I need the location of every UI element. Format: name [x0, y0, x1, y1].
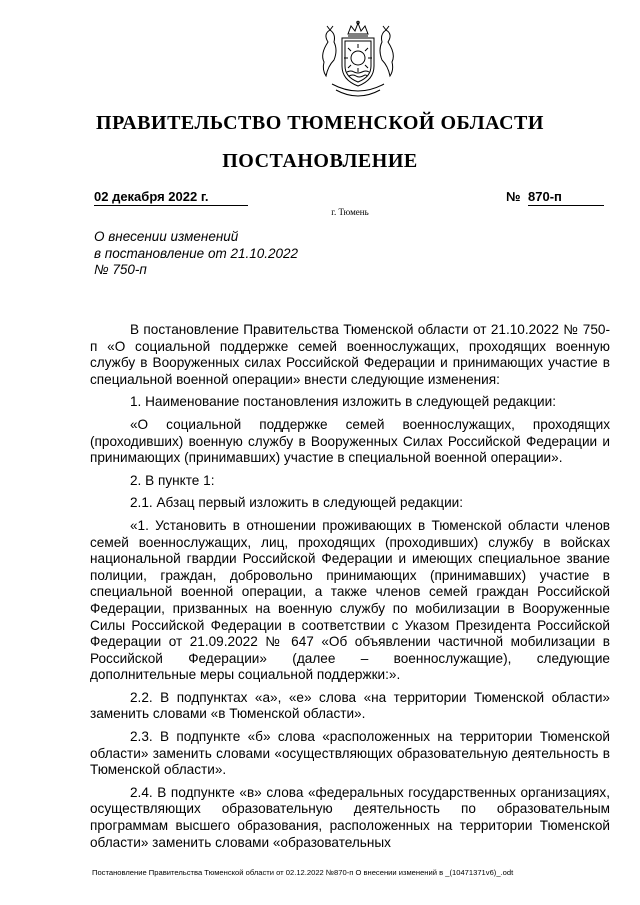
subject-line: О внесении изменений: [94, 229, 239, 244]
coat-of-arms-emblem-icon: [318, 20, 398, 104]
page-footer: Постановление Правительства Тюменской области от 02.12.2022 №870-п О внесении изменений в _(10471371v6)_.odt: [92, 868, 514, 877]
body-paragraph: 1. Наименование постановления изложить в следующей редакции:: [130, 394, 557, 410]
body-paragraph: «1. Установить в отношении проживающих в Тюменской области членов семей военнослужащих, лиц, проходящих (проходивших) службу в войсках национальной гвардии Российской Федерации и имеющих специальное звание полиции, граждан, добровольно принимающих (принимавших) участие в специальной военной операции, а также членов семей граждан Российской Федерации, призванных на военную службу по мобилизации в Вооруженные Силы Российской Федерации в соответствии с Указом Президента Российской Федерации от 21.09.2022 № 647 «Об объявлении частичной мобилизации в Российской Федерации» (далее – военнослужащие), следующие дополнительные меры социальной поддержки:».: [90, 517, 610, 683]
body-paragraph: 2. В пункте 1:: [130, 472, 215, 488]
document-number-sign: №: [506, 189, 521, 204]
subject-line: № 750-п: [94, 262, 147, 277]
body-paragraph: 2.2. В подпунктах «а», «е» слова «на территории Тюменской области» заменить словами «в Тюменской области».: [90, 689, 610, 722]
subject-line: в постановление от 21.10.2022: [94, 245, 299, 261]
body-paragraph: 2.3. В подпункте «б» слова «расположенных на территории Тюменской области» заменить словами «осуществляющих образовательную деятельность в Тюменской области».: [90, 729, 610, 778]
body-paragraph: «О социальной поддержке семей военнослужащих, проходящих (проходивших) военную службу в Вооруженных Силах Российской Федерации и принимающих (принимавших) участие в специальной военной операции».: [90, 416, 610, 466]
document-subject: [94, 229, 394, 279]
document-city: г. Тюмень: [331, 207, 369, 217]
government-title: ПРАВИТЕЛЬСТВО ТЮМЕНСКОЙ ОБЛАСТИ: [96, 112, 544, 134]
document-type-heading: ПОСТАНОВЛЕНИЕ: [222, 150, 418, 172]
body-paragraph: 2.1. Абзац первый изложить в следующей редакции:: [130, 495, 464, 511]
document-date: 02 декабря 2022 г.: [94, 189, 248, 206]
body-paragraph: 2.4. В подпункте «в» слова «федеральных государственных организациях, осуществляющих образовательную деятельность по образовательным программам высшего образования, расположенных на территории Тюменской области» заменить словами «образовательных: [90, 784, 610, 850]
document-body: [90, 322, 610, 857]
document-number: 870-п: [528, 189, 604, 206]
body-paragraph: В постановление Правительства Тюменской области от 21.10.2022 № 750-п «О социальной поддержке семей военнослужащих, проходящих военную службу в Вооруженных силах Российской Федерации и принимающих участие в специальной военной операции» внести следующие изменения:: [90, 322, 610, 387]
